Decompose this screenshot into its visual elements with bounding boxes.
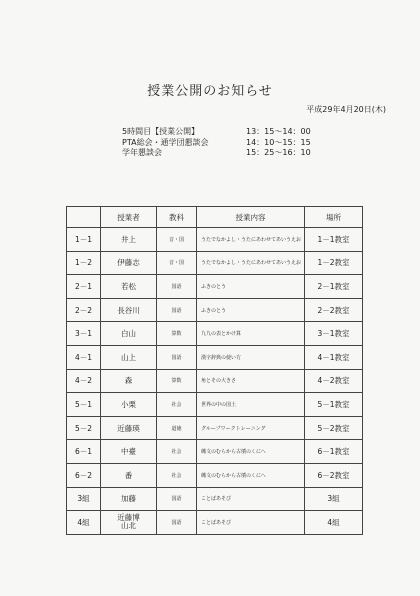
cell-teacher: 若松 bbox=[101, 275, 157, 299]
cell-content: グループワークトレーニング bbox=[197, 416, 305, 440]
header-content: 授業内容 bbox=[197, 207, 305, 228]
table-row bbox=[67, 275, 363, 299]
cell-teacher: 番 bbox=[101, 463, 157, 487]
cell-subject: 算数 bbox=[157, 369, 197, 393]
cell-class: 2－2 bbox=[67, 298, 101, 322]
cell-room: 5－1教室 bbox=[305, 393, 363, 417]
cell-class: 1－2 bbox=[67, 251, 101, 275]
cell-teacher: 山上 bbox=[101, 345, 157, 369]
schedule-item bbox=[122, 127, 311, 138]
cell-class: 4組 bbox=[67, 511, 101, 535]
cell-subject: 算数 bbox=[157, 322, 197, 346]
schedule-time: 13：15～14：00 bbox=[246, 127, 311, 136]
table-row bbox=[67, 463, 363, 487]
schedule-time: 15：25～16：10 bbox=[246, 148, 311, 157]
header-room: 場所 bbox=[305, 207, 363, 228]
cell-room: 3－1教室 bbox=[305, 322, 363, 346]
cell-content: 縄文のむらから古墳のくにへ bbox=[197, 463, 305, 487]
header-teacher: 授業者 bbox=[101, 207, 157, 228]
cell-class: 4－1 bbox=[67, 345, 101, 369]
cell-content: ことばあそび bbox=[197, 511, 305, 535]
page-title: 授業公開のお知らせ bbox=[147, 84, 273, 99]
cell-teacher: 近藤瑛 bbox=[101, 416, 157, 440]
cell-subject: 国語 bbox=[157, 487, 197, 511]
cell-class: 4－2 bbox=[67, 369, 101, 393]
cell-subject: 音・国 bbox=[157, 228, 197, 252]
teacher-name: 近藤博 bbox=[117, 513, 140, 523]
cell-room: 5－2教室 bbox=[305, 416, 363, 440]
cell-room: 6－1教室 bbox=[305, 440, 363, 464]
schedule-item bbox=[122, 138, 311, 149]
table-row bbox=[67, 440, 363, 464]
teacher-name: 山北 bbox=[121, 521, 136, 531]
cell-room: 3組 bbox=[305, 487, 363, 511]
cell-content: うたでなかよし・うたにあわせてあいうえお bbox=[197, 251, 305, 275]
table-row bbox=[67, 228, 363, 252]
cell-subject: 社会 bbox=[157, 463, 197, 487]
cell-content: 漢字辞典の使い方 bbox=[197, 345, 305, 369]
cell-content: ふきのとう bbox=[197, 275, 305, 299]
cell-room: 2－2教室 bbox=[305, 298, 363, 322]
schedule-label: 学年懇談会 bbox=[122, 148, 162, 157]
cell-subject: 道徳 bbox=[157, 416, 197, 440]
cell-subject: 社会 bbox=[157, 393, 197, 417]
cell-teacher: 伊藤志 bbox=[101, 251, 157, 275]
cell-teacher: 白山 bbox=[101, 322, 157, 346]
schedule-list bbox=[122, 127, 311, 159]
cell-content: ふきのとう bbox=[197, 298, 305, 322]
cell-content: ことばあそび bbox=[197, 487, 305, 511]
cell-room: 1－2教室 bbox=[305, 251, 363, 275]
cell-class: 6－2 bbox=[67, 463, 101, 487]
schedule-label: 5時間目【授業公開】 bbox=[122, 127, 200, 136]
cell-subject: 国語 bbox=[157, 275, 197, 299]
schedule-label: PTA総会・通学団懇談会 bbox=[122, 137, 209, 147]
table-row bbox=[67, 487, 363, 511]
cell-class: 6－1 bbox=[67, 440, 101, 464]
cell-subject: 音・国 bbox=[157, 251, 197, 275]
cell-room: 4組 bbox=[305, 511, 363, 535]
table-header-row bbox=[67, 207, 363, 228]
cell-class: 1－1 bbox=[67, 228, 101, 252]
cell-subject: 社会 bbox=[157, 440, 197, 464]
table-row bbox=[67, 251, 363, 275]
table-row bbox=[67, 369, 363, 393]
cell-content: 世界の中の国土 bbox=[197, 393, 305, 417]
cell-teacher bbox=[101, 511, 157, 535]
cell-teacher: 加藤 bbox=[101, 487, 157, 511]
table-row bbox=[67, 511, 363, 535]
cell-room: 6－2教室 bbox=[305, 463, 363, 487]
cell-room: 4－1教室 bbox=[305, 345, 363, 369]
cell-content: 縄文のむらから古墳のくにへ bbox=[197, 440, 305, 464]
cell-room: 4－2教室 bbox=[305, 369, 363, 393]
cell-teacher: 森 bbox=[101, 369, 157, 393]
cell-class: 5－2 bbox=[67, 416, 101, 440]
cell-class: 3組 bbox=[67, 487, 101, 511]
header-subject: 教科 bbox=[157, 207, 197, 228]
header-class bbox=[67, 207, 101, 228]
cell-content: うたでなかよし・うたにあわせてあいうえお bbox=[197, 228, 305, 252]
cell-room: 2－1教室 bbox=[305, 275, 363, 299]
cell-teacher: 井上 bbox=[101, 228, 157, 252]
cell-class: 3－1 bbox=[67, 322, 101, 346]
table-row bbox=[67, 393, 363, 417]
schedule-item bbox=[122, 148, 311, 159]
table-row bbox=[67, 298, 363, 322]
cell-content: 角とその大きさ bbox=[197, 369, 305, 393]
table-row bbox=[67, 416, 363, 440]
cell-teacher: 中臺 bbox=[101, 440, 157, 464]
schedule-time: 14：10～15：15 bbox=[246, 137, 311, 147]
cell-class: 2－1 bbox=[67, 275, 101, 299]
class-schedule-table bbox=[66, 206, 363, 535]
cell-subject: 国語 bbox=[157, 345, 197, 369]
cell-teacher: 小栗 bbox=[101, 393, 157, 417]
cell-content: 九九の表とかけ算 bbox=[197, 322, 305, 346]
cell-class: 5－1 bbox=[67, 393, 101, 417]
cell-room: 1－1教室 bbox=[305, 228, 363, 252]
cell-teacher: 長谷川 bbox=[101, 298, 157, 322]
document-date: 平成29年4月20日(木) bbox=[306, 105, 386, 114]
cell-subject: 国語 bbox=[157, 298, 197, 322]
table-row bbox=[67, 322, 363, 346]
table-row bbox=[67, 345, 363, 369]
cell-subject: 国語 bbox=[157, 511, 197, 535]
